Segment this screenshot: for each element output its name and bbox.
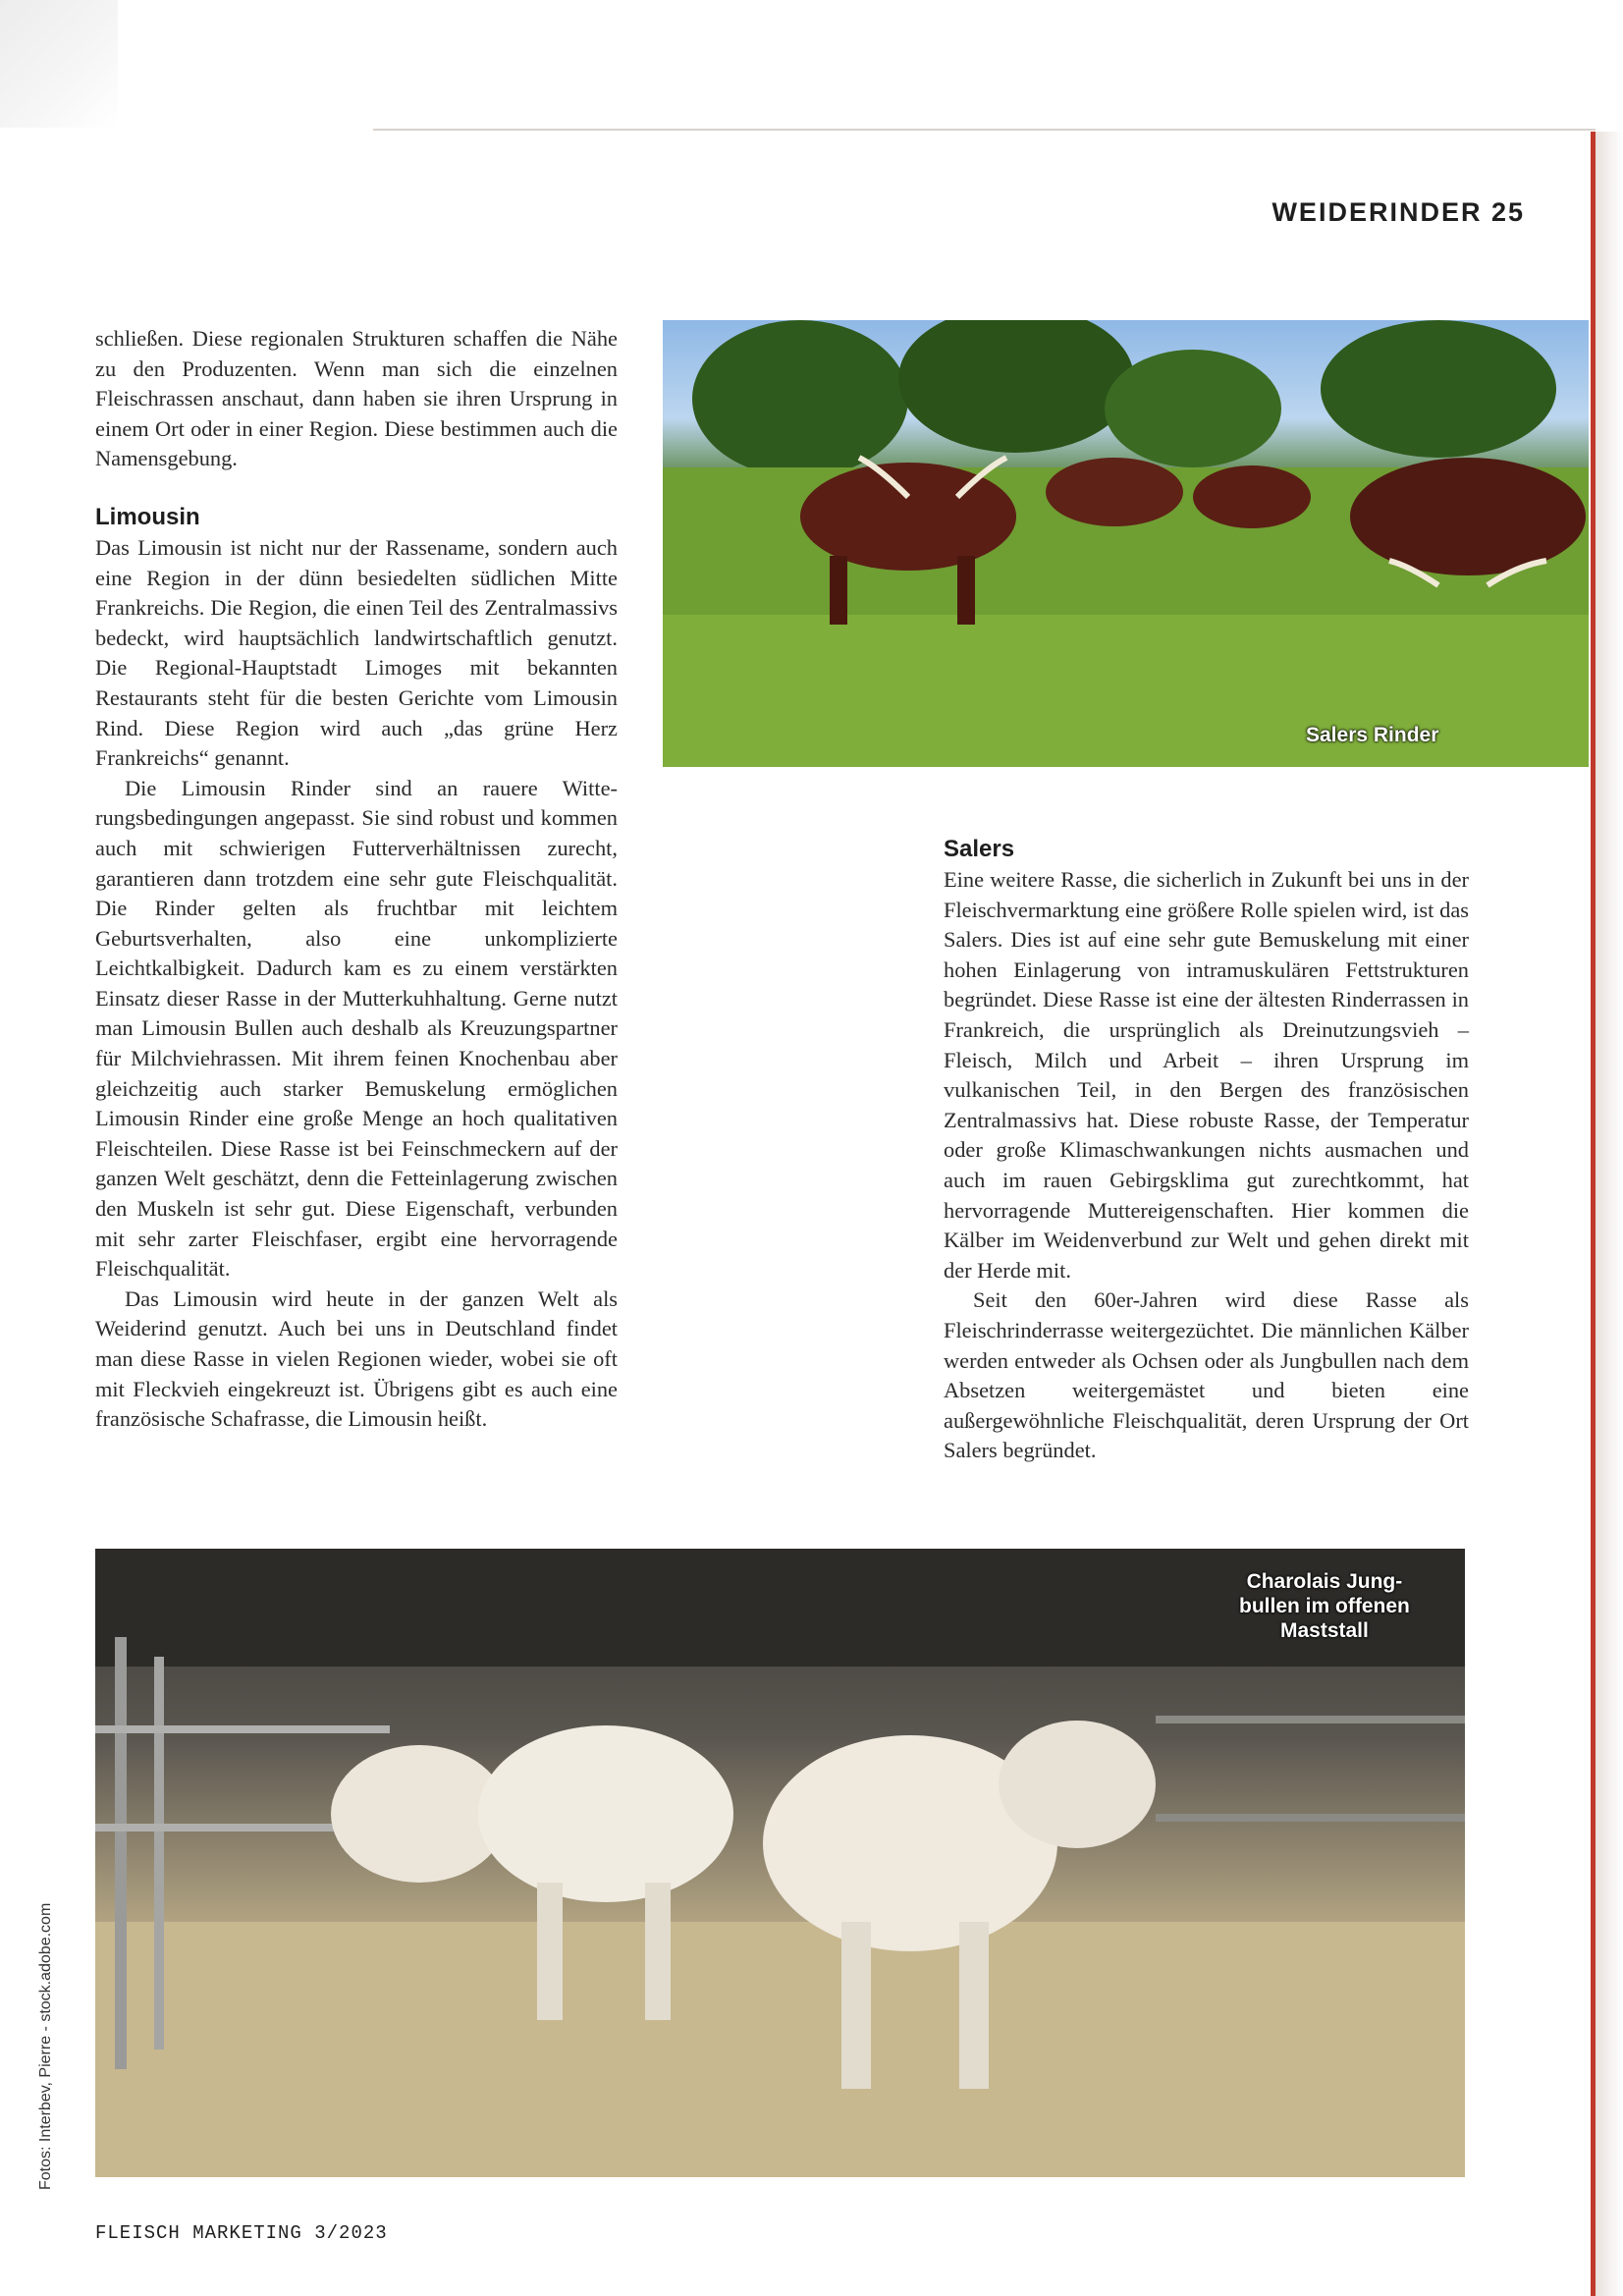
salers-caption: Salers Rinder [1306,724,1439,746]
charolais-caption: Charolais Jung- bullen im offenen Maststall [1239,1570,1410,1642]
footer-issue: FLEISCH MARKETING 3/2023 [95,2222,388,2244]
limousin-paragraph-2: Die Limousin Rinder sind an rauere Witterungsbedingungen angepasst. Sie sind robust und kommen auch mit schwierigen Futterverhältnissen zurecht, garantieren dann trotzdem eine sehr gute Fleischqualität. Die Rinder gelten als fruchtbar mit leichtem Geburtsverhalten, also eine unkomplizierte Leichtkalbigkeit. Dadurch kam es zu einem verstärkten Einsatz dieser Rasse in der Mutterkuhhaltung. Gerne nutzt man Limousin Bullen auch deshalb als Kreuzungspartner für Milchviehrassen. Mit ihrem feinen Knochenbau aber gleichzeitig auch starker Bemuskelung ermöglichen Limousin Rinder eine große Menge an hoch qualitativen Fleischteilen. Diese Rasse ist bei Feinschmeckern auf der ganzen Welt geschätzt, denn die Fetteinlagerung zwischen den Muskeln ist sehr gut. Diese Eigenschaft, verbunden mit sehr zarter Fleischfaser, ergibt eine hervorragende Fleischqualität. [95,775,618,1282]
salers-photo [663,320,1589,767]
top-rule [373,129,1596,131]
salers-paragraph-2: Seit den 60er-Jahren wird diese Rasse als Fleischrinderrasse weitergezüchtet. Die männlichen Kälber werden entweder als Ochsen oder als Jungbullen nach dem Absetzen weitergemästet und bieten eine außergewöhnliche Fleischqualität, deren Ursprung der Ort Salers begründet. [944,1287,1469,1463]
limousin-paragraph-1: Das Limousin ist nicht nur der Rassename, sondern auch eine Region in der dünn besiedelten südlichen Mitte Frankreichs. Die Region, die einen Teil des Zentralmassivs bedeckt, wird hauptsächlich landwirtschaftlich genutzt. Die Regional-Hauptstadt Limoges mit bekannten Restaurants steht für die besten Gerichte vom Limousin Rind. Diese Region wird auch „das grüne Herz Frankreichs“ genannt. [95,534,618,771]
charolais-cattle-illustration [95,1549,1465,2177]
limousin-paragraph-3: Das Limousin wird heute in der ganzen Welt als Weiderind genutzt. Auch bei uns in Deutschland findet man diese Rasse in vielen Regionen wieder, wobei sie oft mit Fleckvieh eingekreuzt ist. Übrigens gibt es auch eine französische Schafrasse, die Limousin heißt. [95,1285,618,1432]
salers-heading: Salers [944,836,1015,862]
scan-shadow [0,0,118,128]
page-edge-shadow [1596,132,1623,2296]
running-head: WEIDERINDER 25 [1271,197,1525,227]
left-column [95,324,618,1435]
intro-paragraph: schließen. Diese regionalen Strukturen schaffen die Nähe zu den Produzenten. Wenn man sich die einzelnen Fleischrassen anschaut, dann haben sie ihren Ursprung in einem Ort oder in einer Region. Diese bestimmen auch die Namensgebung. [95,326,618,471]
salers-paragraph-1: Eine weitere Rasse, die sicherlich in Zukunft bei uns in der Fleischvermarktung eine größere Rolle spielen wird, ist das Salers. Dies ist auf eine sehr gute Bemuskelung mit einer hohen Einlagerung von intramuskulären Fettstrukturen begründet. Diese Rasse ist eine der ältesten Rinderrassen in Frankreich, die ursprünglich als Dreinutzungsvieh – Fleisch, Milch und Arbeit – ihren Ursprung im vulkanischen Teil, in den Bergen des französischen Zentralmassivs hat. Diese robuste Rasse, der Temperatur oder große Klimaschwankungen nichts ausmachen und auch im rauen Gebirgsklima gut zurechtkommt, hat hervorragende Muttereigenschaften. Hier kommen die Kälber im Weidenverbund zur Welt und gehen direkt mit der Herde mit. [944,867,1469,1283]
limousin-heading: Limousin [95,503,200,530]
right-column [944,834,1469,1466]
photo-credit: Fotos: Interbev, Pierre - stock.adobe.com [37,1902,54,2190]
charolais-photo [95,1549,1465,2177]
salers-cattle-illustration [663,320,1589,767]
